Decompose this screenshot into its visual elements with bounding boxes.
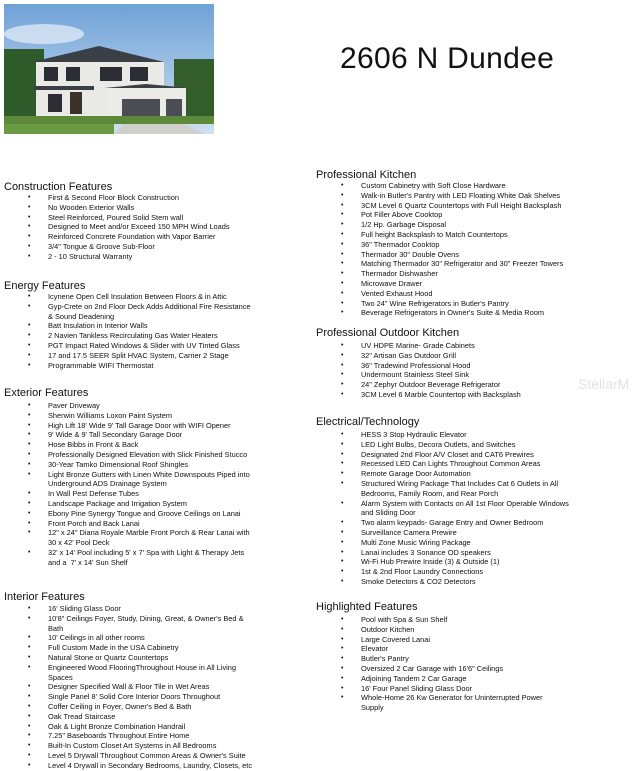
list-item: • Pot Filler Above Cooktop [341,210,443,220]
list-item: • Built-In Custom Closet Art Systems in All Bedrooms [28,741,217,751]
list-item: • Two 24" Wine Refrigerators in Butler's Pantry [341,298,509,308]
list-item: • Wi-Fi Hub Prewire Inside (3) & Outside (1) [341,557,500,567]
list-item: • Large Covered Lanai [341,634,431,644]
list-item: • Adjoining Tandem 2 Car Garage [341,673,467,683]
list-item: • Multi Zone Music Wiring Package [341,537,471,547]
list-item: • Professionally Designed Elevation with Slick Finished Stucco [28,449,248,459]
list-item: & Sound Deadening [48,311,115,321]
list-item: • Reinforced Concrete Foundation with Vapor Barrier [28,232,216,242]
list-item: • 10' Ceilings in all other rooms [28,633,145,643]
interior-features-list [28,604,253,771]
list-item: • No Wooden Exterior Walls [28,202,135,212]
list-item: and a 7' x 14' Sun Shelf [48,557,128,567]
list-item: • 1st & 2nd Floor Laundry Connections [341,567,484,577]
list-item: • 16' Four Panel Sliding Glass Door [341,683,473,693]
list-item: • LED Light Bulbs, Decora Outlets, and Switches [341,439,516,449]
exterior-features-list [28,401,250,568]
list-item: • Smoke Detectors & CO2 Detectors [341,576,476,586]
list-item: • Undermount Stainless Steel Sink [341,370,470,380]
list-item: • 3CM Level 6 Quartz Countertops with Full Height Backsplash [341,200,562,210]
list-item: • Whole-Home 26 Kw Generator for Uninterrupted Power [341,693,543,703]
list-item: Bedrooms, Family Room, and Rear Porch [361,488,499,498]
electrical-technology-list [341,430,569,587]
list-item: • Steel Reinforced, Poured Solid Stem wall [28,212,184,222]
list-item: • Sherwin Williams Loxon Paint System [28,410,173,420]
list-item: • Programmable WIFI Thermostat [28,360,154,370]
section-heading-professional-kitchen: Professional Kitchen [316,169,417,181]
list-item: • HESS 3 Stop Hydraulic Elevator [341,430,467,439]
section-heading-exterior: Exterior Features [4,387,89,399]
list-item: • First & Second Floor Block Construction [28,193,180,202]
list-item: • 9' Wide & 9' Tall Secondary Garage Door [28,430,183,440]
list-item: • Thermador 30" Double Ovens [341,249,459,259]
list-item: • Surveillance Camera Prewire [341,527,457,537]
outdoor-kitchen-list [341,341,521,400]
list-item: • Single Panel 8' Solid Core Interior Doors Throughout [28,692,221,702]
list-item: • 17 and 17.5 SEER Split HVAC System, Carrier 2 Stage [28,350,229,360]
list-item: • Oak Tread Staircase [28,711,116,721]
list-item: • Full Custom Made in the USA Cabinetry [28,643,179,653]
list-item: • Microwave Drawer [341,278,423,288]
list-item: • Batt Insulation in Interior Walls [28,321,148,331]
construction-features-list [28,193,230,262]
list-item: • Lanai includes 3 Sonance OD speakers [341,547,491,557]
watermark: StellarM [578,376,630,392]
list-item: • 36" Thermador Cooktop [341,239,440,249]
list-item: • Oversized 2 Car Garage with 16'6" Ceilings [341,663,504,673]
list-item: • Full height Backsplash to Match Countertops [341,229,508,239]
section-heading-highlighted: Highlighted Features [316,601,418,613]
list-item: • 10'8" Ceilings Foyer, Study, Dining, Great, & Owner's Bed & [28,613,244,623]
list-item: Bath [48,623,64,633]
list-item: • High Lift 18' Wide 9' Tall Garage Door with WIFI Opener [28,420,231,430]
list-item: • Thermador Dishwasher [341,269,438,279]
list-item: 30 x 42' Pool Deck [48,538,110,548]
list-item: • 1/2 Hp. Garbage Disposal [341,220,447,230]
list-item: • Designed to Meet and/or Exceed 150 MPH Wind Loads [28,222,230,232]
list-item: • Butler's Pantry [341,654,409,664]
list-item: • Gyp-Crete on 2nd Floor Deck Adds Additional Fire Resistance [28,301,251,311]
list-item: • Recessed LED Can Lights Throughout Common Areas [341,459,541,469]
list-item: • UV HDPE Marine- Grade Cabinets [341,341,475,350]
property-address: 2606 N Dundee [340,42,555,75]
list-item: • Icynene Open Cell Insulation Between Floors & in Attic [28,292,227,301]
list-item: • Two alarm keypads- Garage Entry and Owner Bedroom [341,518,544,528]
list-item: • Structured Wiring Package That Includes Cat 6 Outlets in All [341,478,559,488]
list-item: • Custom Cabinetry with Soft Close Hardware [341,181,506,190]
list-item: • 12" x 24" Diana Royale Marble Front Porch & Rear Lanai with [28,528,250,538]
list-item: • 36" Tradewind Professional Hood [341,360,471,370]
list-item: • Vented Exhaust Hood [341,288,433,298]
list-item: • 24" Zephyr Outdoor Beverage Refrigerator [341,380,501,390]
list-item: • 2 Navien Tankless Recirculating Gas Water Heaters [28,331,218,341]
section-heading-interior: Interior Features [4,591,85,603]
list-item: • Hose Bibbs in Front & Back [28,440,139,450]
list-item: • Coffer Ceiling in Foyer, Owner's Bed & Bath [28,701,192,711]
list-item: • Oak & Light Bronze Combination Handrail [28,721,186,731]
list-item: • Outdoor Kitchen [341,624,415,634]
list-item: • Elevator [341,644,389,654]
list-item: • 32' x 14' Pool including 5' x 7' Spa with Light & Therapy Jets [28,547,245,557]
list-item: • Natural Stone or Quartz Countertops [28,652,169,662]
list-item: • Paver Driveway [28,401,100,410]
list-item: • Front Porch and Back Lanai [28,518,140,528]
section-heading-construction: Construction Features [4,181,113,193]
professional-kitchen-list [341,181,564,318]
list-item: • Remote Garage Door Automation [341,469,471,479]
list-item: • Pool with Spa & Sun Shelf [341,615,448,624]
list-item: • 3/4" Tongue & Groove Sub-Floor [28,241,155,251]
list-item: • 32" Artisan Gas Outdoor Grill [341,350,457,360]
list-item: Underground ADS Drainage System [48,479,167,489]
list-item: • Level 4 Drywall in Secondary Bedrooms, Laundry, Closets, etc [28,760,253,770]
section-heading-outdoor-kitchen: Professional Outdoor Kitchen [316,327,460,339]
highlighted-features-list [341,615,543,713]
list-item: • 16' Sliding Glass Door [28,604,121,613]
list-item: Supply [361,703,384,713]
list-item: • 7.25" Baseboards Throughout Entire Home [28,731,190,741]
list-item: • Light Bronze Gutters with Linen White Downspouts Piped into [28,469,250,479]
house-rendering [4,4,214,134]
list-item: • In Wall Pest Defense Tubes [28,489,139,499]
list-item: • Level 5 Drywall Throughout Common Areas & Owner's Suite [28,750,246,760]
list-item: and Sliding Door [361,508,416,518]
list-item: • Engineered Wood FlooringThroughout House in All Living [28,662,237,672]
section-heading-energy: Energy Features [4,280,86,292]
list-item: • PGT Impact Rated Windows & Slider with UV Tinted Glass [28,340,240,350]
list-item: • Walk-in Butler's Pantry with LED Floating White Oak Shelves [341,190,561,200]
list-item: • Alarm System with Contacts on All 1st Floor Operable Windows [341,498,569,508]
list-item: • 3CM Level 6 Marble Countertop with Backsplash [341,389,521,399]
list-item: • Matching Thermador 30" Refrigerator and 30" Freezer Towers [341,259,564,269]
list-item: • 30-Year Tamko Dimensional Roof Shingles [28,459,189,469]
list-item: • Beverage Refrigerators in Owner's Suite & Media Room [341,308,544,318]
list-item: • Designated 2nd Floor A/V Closet and CAT6 Prewires [341,449,534,459]
list-item: • Ebony Pine Synergy Tongue and Groove Ceilings on Lanai [28,508,241,518]
section-heading-electrical: Electrical/Technology [316,416,420,428]
list-item: • 2 - 10 Structural Warranty [28,251,133,261]
energy-features-list [28,292,251,370]
list-item: • Designer Specified Wall & Floor Tile in Wet Areas [28,682,210,692]
list-item: • Landscape Package and Irrigation System [28,498,187,508]
list-item: Spaces [48,672,73,682]
